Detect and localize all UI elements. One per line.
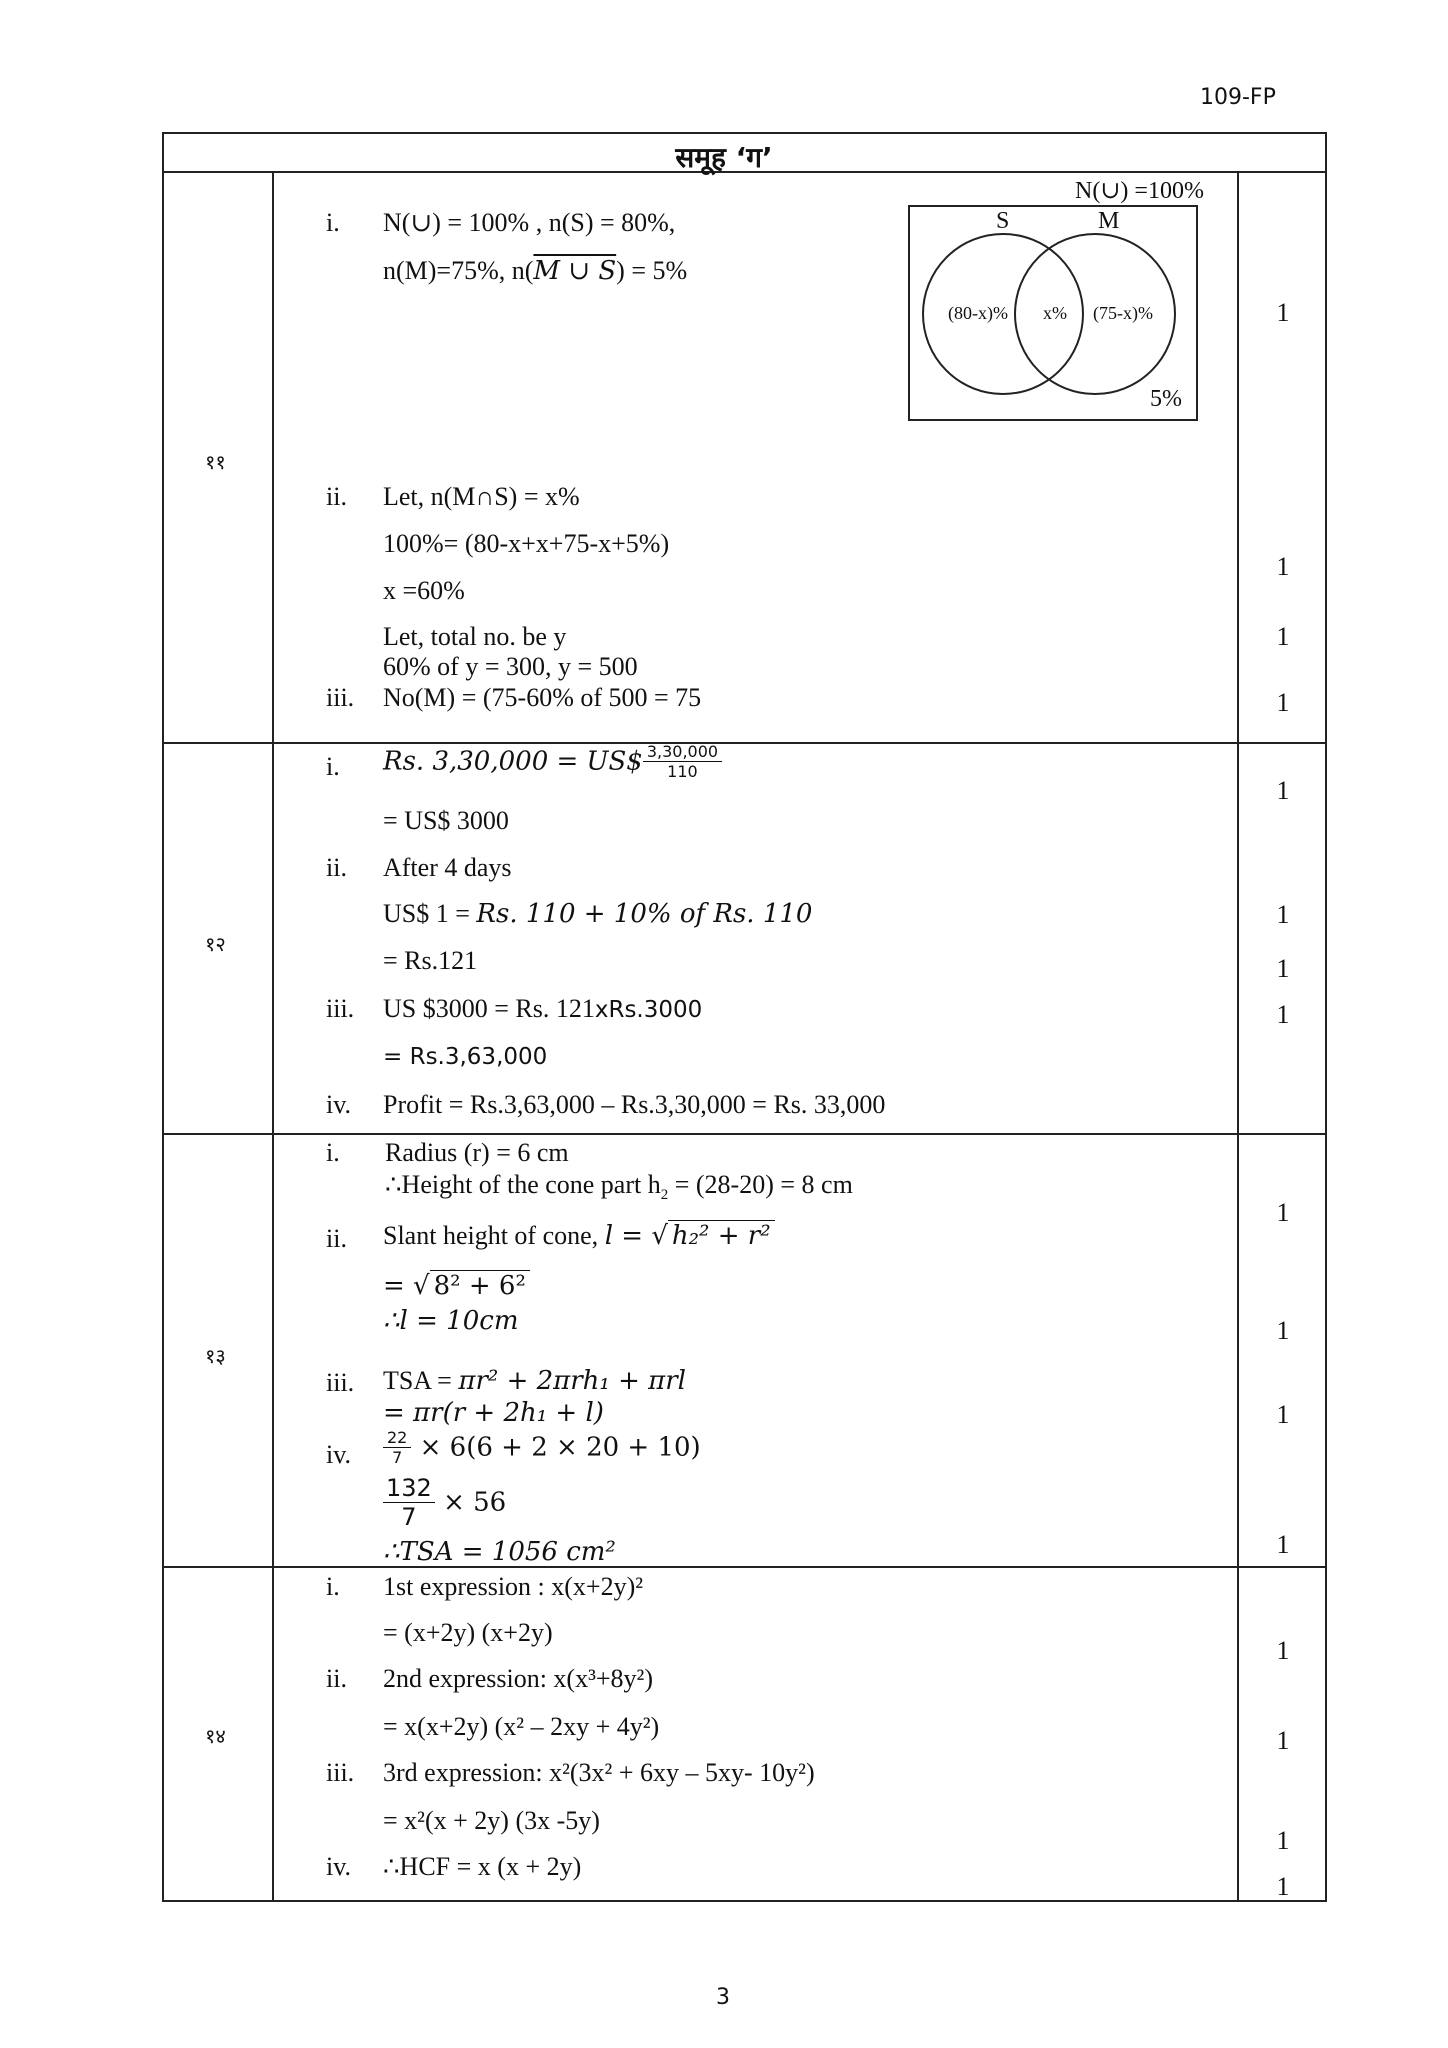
step-label: i. xyxy=(326,208,340,237)
answer-line xyxy=(383,1474,506,1531)
step-label: i. xyxy=(326,1138,340,1167)
mark: 1 xyxy=(1276,1826,1290,1855)
answer-line xyxy=(383,1270,530,1301)
math-expression: Rs. 110 + 10% of Rs. 110 xyxy=(476,899,813,929)
venn-universal-label: N(∪) =100% xyxy=(1075,178,1204,204)
text: = (28-20) = 8 cm xyxy=(668,1170,853,1199)
answer-line: 1st expression : x(x+2y)² xyxy=(383,1572,644,1601)
venn-m-only: (75-x)% xyxy=(1093,303,1153,323)
answer-line: = US$ 3000 xyxy=(383,806,509,835)
mark: 1 xyxy=(1276,298,1290,327)
fraction xyxy=(383,1474,435,1531)
answer-line: ∴HCF = x (x + 2y) xyxy=(383,1852,582,1881)
fraction-numerator: 3,30,000 xyxy=(643,742,722,762)
mark: 1 xyxy=(1276,1636,1290,1665)
mark: 1 xyxy=(1276,954,1290,983)
answer-line: = πr(r + 2h₁ + l) xyxy=(383,1398,604,1428)
text: US$ 1 = xyxy=(383,899,477,928)
page-number: 3 xyxy=(716,1985,730,2010)
answer-line: 100%= (80-x+x+75-x+5%) xyxy=(383,529,670,558)
venn-neither: 5% xyxy=(1150,386,1182,412)
answer-line: x =60% xyxy=(383,576,465,605)
answer-line: = Rs.3,63,000 xyxy=(383,1044,548,1070)
mark: 1 xyxy=(1276,688,1290,717)
table-divider xyxy=(162,742,1327,744)
table-divider xyxy=(1237,171,1239,1902)
text: ∴Height of the cone part h xyxy=(385,1170,661,1199)
step-label: iv. xyxy=(326,1852,352,1881)
answer-line xyxy=(383,994,702,1024)
radicand: 8² + 6² xyxy=(430,1270,530,1301)
text: × 56 xyxy=(443,1487,507,1518)
answer-line: = x²(x + 2y) (3x -5y) xyxy=(383,1806,600,1835)
answer-line: Radius (r) = 6 cm xyxy=(385,1138,569,1167)
text: xRs.3000 xyxy=(594,997,703,1023)
question-number: १२ xyxy=(205,932,226,956)
document-code: 109-FP xyxy=(1200,85,1276,110)
venn-diagram xyxy=(905,176,1235,426)
mark: 1 xyxy=(1276,1530,1290,1559)
fraction-denominator: 7 xyxy=(401,1503,417,1531)
answer-line xyxy=(383,256,687,286)
question-number: १३ xyxy=(205,1344,226,1368)
answer-line xyxy=(383,742,722,781)
answer-line: ∴l = 10cm xyxy=(383,1306,519,1336)
mark: 1 xyxy=(1276,1400,1290,1429)
text: TSA = xyxy=(383,1366,459,1395)
math-expression: l = √ xyxy=(604,1221,668,1251)
step-label: i. xyxy=(326,1572,340,1601)
mark: 1 xyxy=(1276,1726,1290,1755)
math-expression: πr² + 2πrh₁ + πrl xyxy=(458,1366,686,1396)
step-label: iii. xyxy=(326,1758,355,1787)
answer-line: 60% of y = 300, y = 500 xyxy=(383,652,638,681)
venn-set-s-label: S xyxy=(996,208,1010,234)
table-divider xyxy=(162,1566,1327,1568)
fraction-denominator: 7 xyxy=(392,1448,403,1467)
question-number: ११ xyxy=(205,450,226,474)
answer-line: Profit = Rs.3,63,000 – Rs.3,30,000 = Rs. 33,000 xyxy=(383,1090,886,1119)
step-label: iv. xyxy=(326,1440,352,1469)
subscript: 2 xyxy=(660,1187,669,1204)
step-label: ii. xyxy=(326,1224,347,1253)
answer-line: = (x+2y) (x+2y) xyxy=(383,1618,553,1647)
answer-line: = x(x+2y) (x² – 2xy + 4y²) xyxy=(383,1712,660,1741)
mark: 1 xyxy=(1276,622,1290,651)
answer-line xyxy=(383,1220,775,1251)
fraction-denominator: 110 xyxy=(667,762,698,781)
mark: 1 xyxy=(1276,900,1290,929)
mark: 1 xyxy=(1276,776,1290,805)
step-label: iii. xyxy=(326,683,355,712)
step-label: ii. xyxy=(326,853,347,882)
answer-line: 2nd expression: x(x³+8y²) xyxy=(383,1664,653,1693)
answer-line: 3rd expression: x²(3x² + 6xy – 5xy- 10y²) xyxy=(383,1758,815,1787)
answer-line: Let, total no. be y xyxy=(383,622,567,651)
fraction xyxy=(643,742,722,781)
step-label: ii. xyxy=(326,482,347,511)
text: US $3000 = Rs. 121 xyxy=(383,994,595,1023)
text: ) = 5% xyxy=(616,256,688,285)
answer-line xyxy=(383,1366,686,1396)
venn-set-m-label: M xyxy=(1098,208,1120,234)
fraction xyxy=(383,1428,411,1467)
question-number: १४ xyxy=(205,1724,226,1748)
text: n(M)=75%, n( xyxy=(383,256,534,285)
text: Rs. 3,30,000 = US$ xyxy=(383,746,643,777)
answer-line: N(∪) = 100% , n(S) = 80%, xyxy=(383,208,676,237)
fraction-numerator: 22 xyxy=(383,1428,411,1448)
mark: 1 xyxy=(1276,1872,1290,1901)
answer-line xyxy=(383,1428,701,1467)
step-label: ii. xyxy=(326,1664,347,1693)
step-label: iv. xyxy=(326,1090,352,1119)
answer-line xyxy=(385,1170,853,1204)
mark: 1 xyxy=(1276,1316,1290,1345)
answer-line: No(M) = (75-60% of 500 = 75 xyxy=(383,683,702,712)
step-label: iii. xyxy=(326,1368,355,1397)
answer-line: ∴TSA = 1056 cm² xyxy=(383,1537,616,1567)
answer-line: After 4 days xyxy=(383,853,512,882)
text: = √ xyxy=(383,1271,430,1301)
answer-line: Let, n(M∩S) = x% xyxy=(383,482,580,511)
table-divider xyxy=(162,1133,1327,1135)
venn-s-only: (80-x)% xyxy=(948,303,1008,323)
group-title: समूह ‘ग’ xyxy=(675,141,773,174)
mark: 1 xyxy=(1276,1000,1290,1029)
table-divider xyxy=(272,171,274,1902)
text: × 6(6 + 2 × 20 + 10) xyxy=(419,1432,701,1463)
venn-both: x% xyxy=(1043,303,1067,323)
mark: 1 xyxy=(1276,1198,1290,1227)
answer-line: = Rs.121 xyxy=(383,946,478,975)
text: Slant height of cone, xyxy=(383,1221,605,1250)
mark: 1 xyxy=(1276,552,1290,581)
complement-set: M ∪ S xyxy=(533,256,617,286)
answer-line xyxy=(383,899,812,929)
step-label: i. xyxy=(326,752,340,781)
fraction-numerator: 132 xyxy=(383,1474,435,1503)
radicand: h₂² + r² xyxy=(668,1220,775,1251)
step-label: iii. xyxy=(326,994,355,1023)
